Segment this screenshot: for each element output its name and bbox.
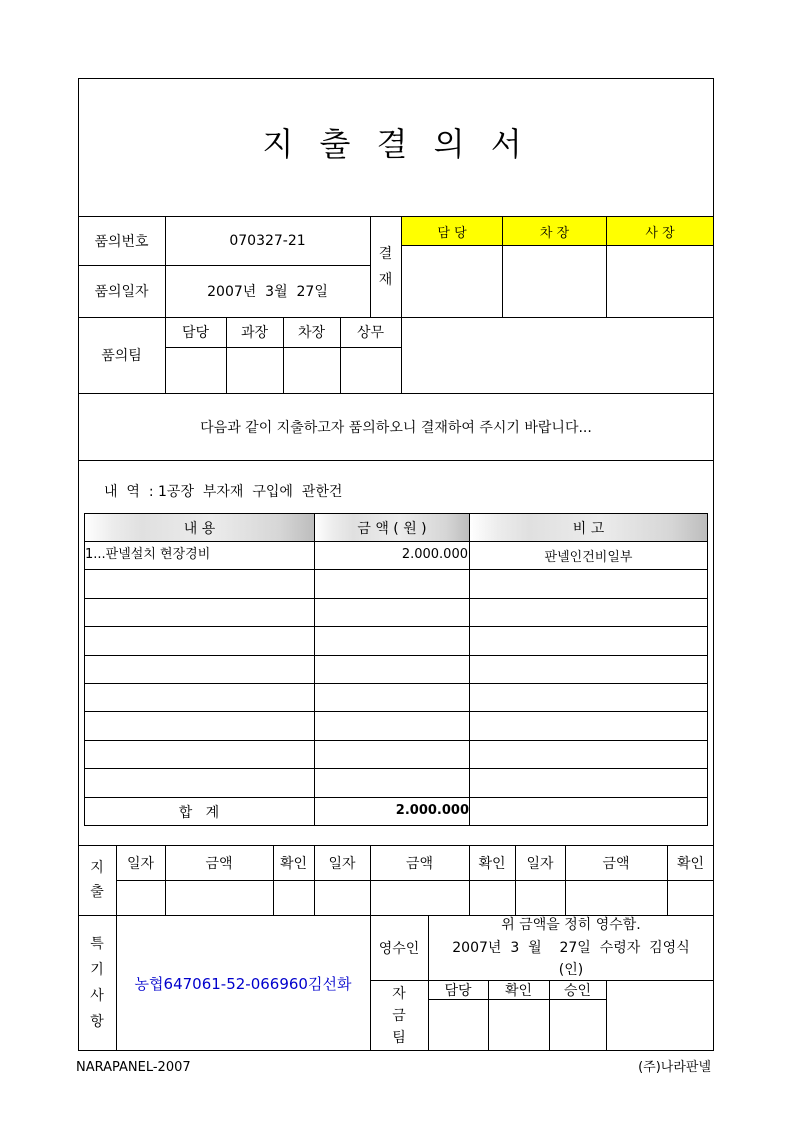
footer-right: (주)나라판넬	[638, 1060, 711, 1075]
footer-left: NARAPANEL-2007	[76, 1060, 191, 1075]
divider	[116, 880, 714, 881]
divider	[78, 460, 714, 461]
payout-header-date-3: 일자	[526, 855, 554, 872]
table-row	[84, 541, 708, 569]
receipt-label: 영수인	[378, 940, 420, 957]
total-label: 합 계	[178, 804, 220, 821]
team-header-section-chief: 과장	[240, 325, 269, 341]
receipt-line-2: 2007년 3 월 27일 수령자 김영식	[452, 940, 690, 956]
team-header-staff: 담당	[181, 325, 210, 341]
approval-label: 결 재	[378, 245, 393, 288]
item-note: 판넬인건비일부	[544, 549, 633, 565]
divider	[84, 683, 708, 684]
divider	[84, 569, 708, 570]
divider	[84, 711, 708, 712]
receipt-line-3: (인)	[558, 962, 584, 978]
payout-label: 지 출	[90, 860, 104, 900]
payout-header-check-1: 확인	[279, 855, 308, 872]
payout-header-check-2: 확인	[478, 855, 506, 872]
fund-header-staff: 담당	[444, 982, 472, 999]
items-header-note: 비 고	[470, 514, 707, 541]
request-date-label: 품의일자	[94, 284, 149, 300]
document-title: 지 출 결 의 서	[262, 125, 530, 163]
fund-team-label: 자 금 팀	[392, 985, 406, 1046]
team-header-director: 상무	[356, 325, 385, 341]
divider	[84, 598, 708, 599]
team-header-deputy: 차장	[297, 325, 326, 341]
item-desc: 1...판넬설치 현장경비	[85, 547, 211, 562]
request-date-value: 2007년 3월 27일	[207, 284, 328, 300]
fund-header-check: 확인	[504, 982, 533, 999]
approval-header-president: 사 장	[607, 217, 713, 245]
item-amount: 2.000.000	[401, 547, 468, 562]
total-amount: 2.000.000	[395, 803, 469, 818]
divider	[84, 768, 708, 769]
divider	[84, 740, 708, 741]
divider	[402, 245, 714, 246]
approval-header-deputy: 차 장	[503, 217, 606, 245]
request-sentence: 다음과 같이 지출하고자 품의하오니 결재하여 주시기 바랍니다...	[200, 419, 592, 436]
request-no-label: 품의번호	[94, 233, 149, 250]
receipt-line-1: 위 금액을 정히 영수함.	[501, 917, 641, 933]
items-header-desc: 내 용	[85, 514, 314, 541]
fund-header-approve: 승인	[563, 982, 592, 999]
remarks-content: 농협647061-52-066960김선화	[134, 974, 352, 993]
items-header-amount: 금 액 ( 원 )	[315, 514, 469, 541]
payout-header-check-3: 확인	[676, 855, 705, 872]
payout-header-amount-1: 금액	[205, 855, 233, 872]
approval-header-manager: 담 당	[402, 217, 502, 245]
detail-caption: 내 역 : 1공장 부자재 구입에 관한건	[104, 484, 343, 500]
divider	[606, 980, 607, 1051]
divider	[84, 626, 708, 627]
divider	[84, 655, 708, 656]
request-no-value: 070327-21	[229, 232, 306, 249]
payout-header-amount-2: 금액	[405, 855, 434, 872]
payout-header-date-1: 일자	[126, 855, 155, 872]
team-label: 품의팀	[101, 348, 142, 364]
payout-header-amount-3: 금액	[602, 855, 630, 872]
payout-header-date-2: 일자	[328, 855, 356, 872]
remarks-label: 특 기 사 항	[90, 936, 104, 1030]
